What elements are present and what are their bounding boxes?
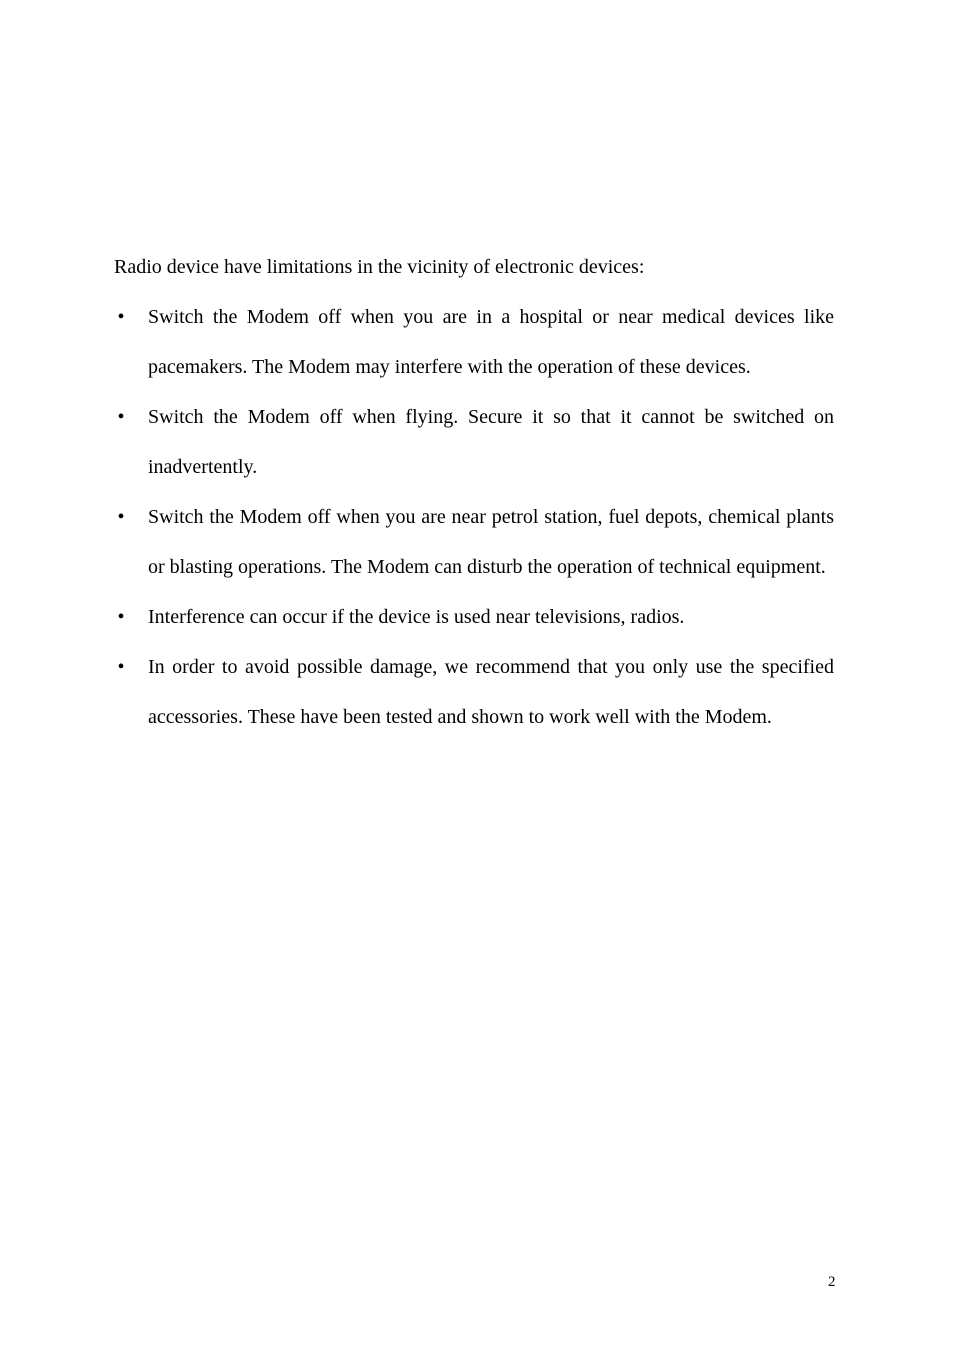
bullet-icon: • (117, 506, 125, 528)
list-item (114, 492, 834, 592)
bullet-icon: • (117, 406, 125, 428)
list-item (114, 392, 834, 492)
list-item (114, 592, 834, 642)
list-item-text: Switch the Modem off when you are near petrol station, fuel depots, chemical plants or blasting operations. The Modem can disturb the operation of technical equipment. (148, 506, 834, 578)
list-item-text: Switch the Modem off when flying. Secure it so that it cannot be switched on inadvertently. (148, 406, 834, 478)
list-item-text: In order to avoid possible damage, we recommend that you only use the specified accessories. These have been tested and shown to work well with the Modem. (148, 656, 834, 728)
list-item-text: Switch the Modem off when you are in a hospital or near medical devices like pacemakers. The Modem may interfere with the operation of these devices. (148, 306, 834, 378)
bullet-icon: • (117, 606, 125, 628)
intro-paragraph: Radio device have limitations in the vicinity of electronic devices: (114, 256, 645, 278)
bullet-icon: • (117, 656, 125, 678)
list-item-text: Interference can occur if the device is used near televisions, radios. (148, 606, 685, 628)
safety-list (114, 292, 834, 742)
bullet-icon: • (117, 306, 125, 328)
document-body (114, 242, 834, 742)
list-item (114, 292, 834, 392)
page-number: 2 (828, 1274, 836, 1290)
list-item (114, 642, 834, 742)
